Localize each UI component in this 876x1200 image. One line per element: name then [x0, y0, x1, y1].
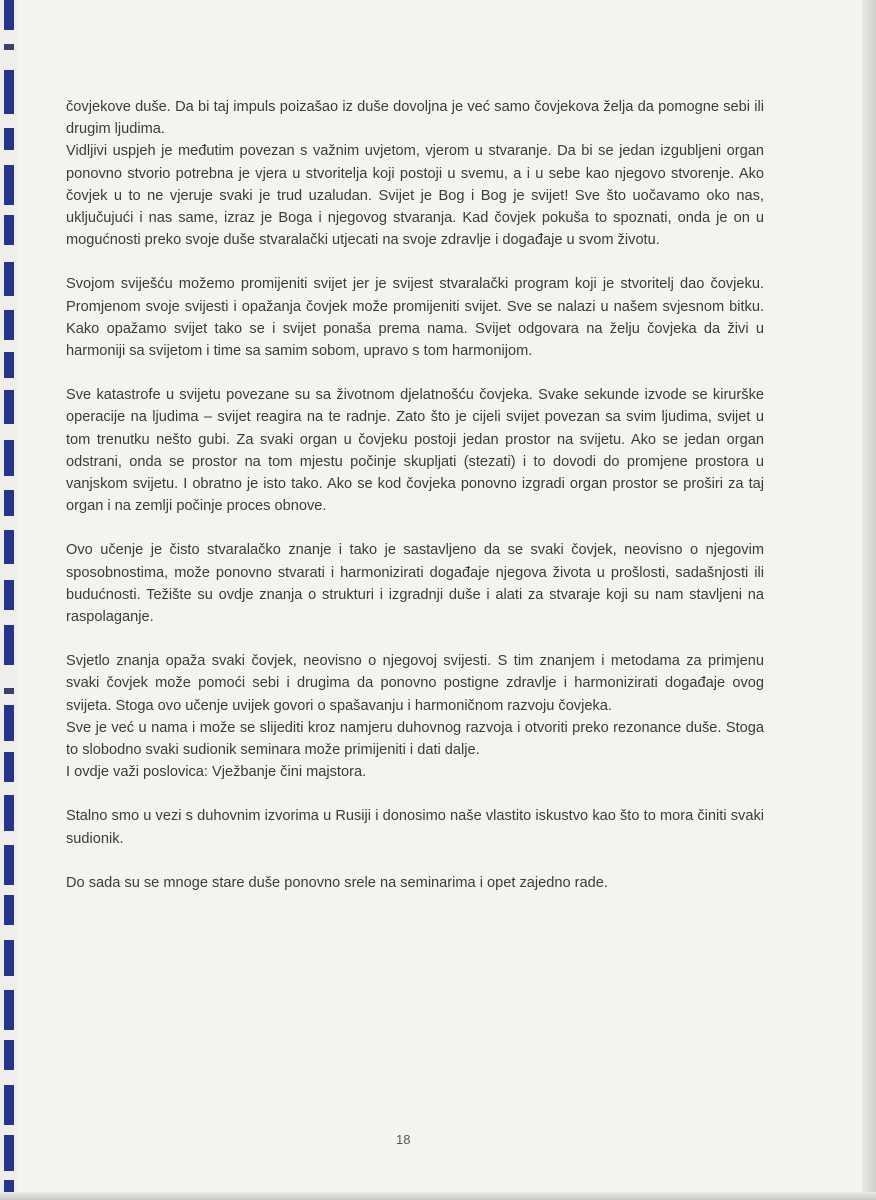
binding-tab	[4, 845, 14, 885]
page-number: 18	[396, 1132, 411, 1147]
binding-tab	[4, 688, 14, 694]
binding-tab	[4, 580, 14, 610]
binding-tab	[4, 128, 14, 150]
binding-tab	[4, 1085, 14, 1125]
binding-tab	[4, 0, 14, 30]
binding-tab	[4, 44, 14, 50]
binding-tab	[4, 530, 14, 564]
binding-tab	[4, 625, 14, 665]
paragraph: Stalno smo u vezi s duhovnim izvorima u Rusiji i donosimo naše vlastito iskustvo kao što to mora činiti svaki sudionik.	[66, 808, 764, 847]
binding-tab	[4, 895, 14, 925]
page-bottom-shadow	[0, 1192, 876, 1200]
binding-tab	[4, 1040, 14, 1070]
binding-tab	[4, 440, 14, 476]
paragraph: Sve je već u nama i može se slijediti kroz namjeru duhovnog razvoja i otvoriti preko rezonance duše. Stoga to slobodno svaki sudionik seminara može primijeniti i dati dalje.	[66, 719, 764, 759]
paragraph: Svojom sviješću možemo promijeniti svijet jer je svijest stvaralački program koji je stvoritelj dao čovjeku. Promjenom svoje svijesti i opažanja čovjek može promijeniti svijet. Sve se nalazi u našem svjesnom bitku. Kako opažamo svijet tako se i svijet ponaša prema nama. Svijet odgovara na želju čovjeka da živi u harmoniji sa svijetom i time sa samim sobom, upravo s tom harmonijom.	[66, 276, 764, 360]
binding-tab	[4, 795, 14, 831]
binding-tab	[4, 70, 14, 114]
binding-tab	[4, 940, 14, 976]
paragraph: čovjekove duše. Da bi taj impuls poizašao iz duše dovoljna je već samo čovjekova želja da pomogne sebi ili drugim ljudima.	[66, 99, 764, 138]
binding-tab	[4, 215, 14, 245]
paragraph: I ovdje važi poslovica: Vježbanje čini majstora.	[66, 764, 367, 781]
binding-tab	[4, 490, 14, 516]
body-text	[66, 96, 764, 916]
paragraph: Vidljivi uspjeh je međutim povezan s važnim uvjetom, vjerom u stvaranje. Da bi se jedan izgubljeni organ ponovno stvorio potrebna je vjera u stvoritelja koji postoji u svemu, a i u sebe kao njegovo stvorenje. Ako čovjek u to ne vjeruje svaki je trud uzaludan. Svijet je Bog i Bog je svijet! Sve što uočavamo oko nas, uključujući i nas same, izraz je Boga i njegovog stvaranja. Kad čovjek pokuša to spoznati, onda je on u mogućnosti preko svoje duše stvaralački utjecati na svoje zdravlje i događaje u svom životu.	[66, 143, 764, 249]
binding-tab	[4, 165, 14, 205]
paragraph: Sve katastrofe u svijetu povezane su sa životnom djelatnošću čovjeka. Svake sekunde izvode se kirurške operacije na ljudima – svijet reagira na te radnje. Zato što je cijeli svijet povezan sa svim ljudima, svijet u tom trenutku nešto gubi. Za svaki organ u čovjeku postoji jedan prostor na svijetu. Ako se jedan organ odstrani, onda se prostor na tom mjestu počinje skupljati (stezati) i to dovodi do promjene prostora u vanjskom svijetu. I obratno je isto tako. Ako se kod čovjeka ponovno izgradi organ prostor se proširi za taj organ i na zemlji počinje proces obnove.	[66, 387, 764, 515]
binding-tab	[4, 990, 14, 1030]
binding-tab	[4, 752, 14, 782]
binding-tab	[4, 310, 14, 340]
page-edge-shadow	[862, 0, 876, 1200]
binding-tab	[4, 262, 14, 296]
paragraph: Ovo učenje je čisto stvaralačko znanje i tako je sastavljeno da se svaki čovjek, neovisno o njegovim sposobnostima, može ponovno stvarati i harmonizirati događaje njegova života u prošlosti, sadašnjosti ili budućnosti. Težište su ovdje znanja o strukturi i izgradnji duše i alati za stvaraje koji su nam stavljeni na raspolaganje.	[66, 542, 764, 626]
binding-strip	[0, 0, 18, 1200]
binding-tab	[4, 1135, 14, 1171]
paragraph: Svjetlo znanja opaža svaki čovjek, neovisno o njegovoj svijesti. S tim znanjem i metodama za primjenu svaki čovjek može pomoći sebi i drugima da ponovno postigne zdravlje i harmonizirati događaje ovog svijeta. Stoga ovo učenje uvijek govori o spašavanju i harmoničnom razvoju čovjeka.	[66, 653, 764, 714]
binding-tab	[4, 705, 14, 741]
binding-tab	[4, 390, 14, 424]
paragraph: Do sada su se mnoge stare duše ponovno srele na seminarima i opet zajedno rade.	[66, 874, 608, 891]
binding-tab	[4, 352, 14, 378]
